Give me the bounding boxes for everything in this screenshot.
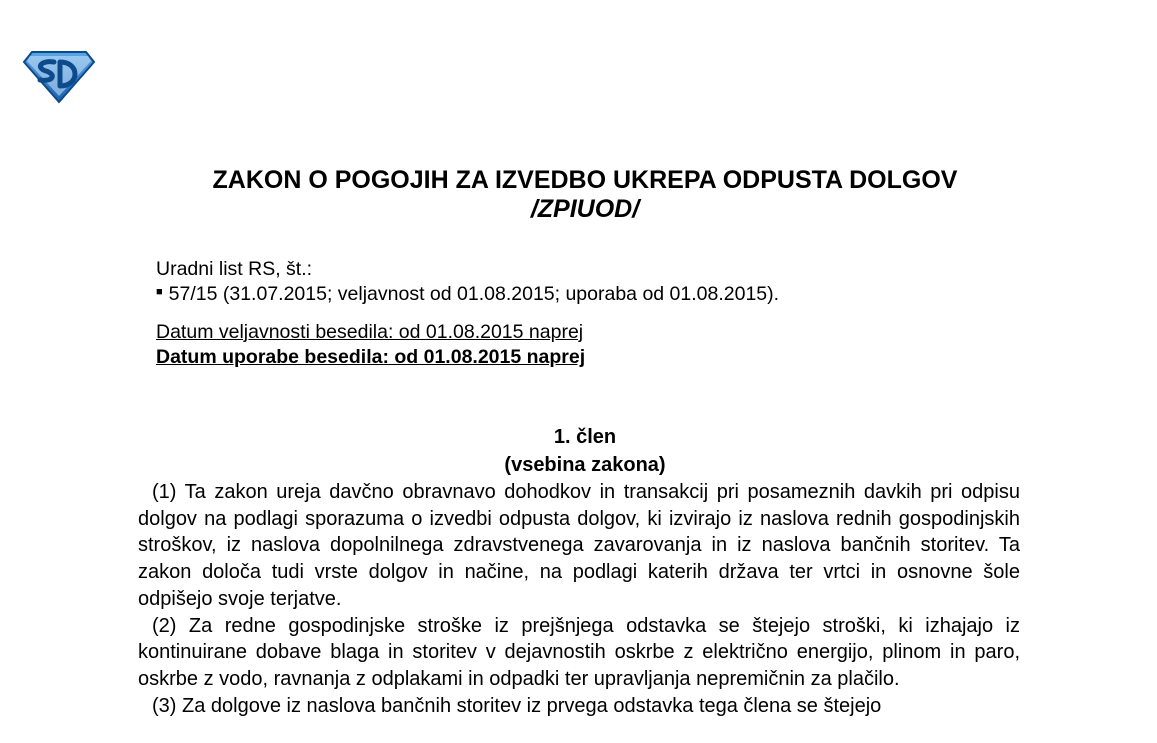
application-date: Datum uporabe besedila: od 01.08.2015 naprej: [156, 346, 586, 368]
article-body: [138, 479, 1020, 719]
gazette-entry-text: 57/15 (31.07.2015; veljavnost od 01.08.2015; uporaba od 01.08.2015).: [168, 283, 780, 305]
document-title: ZAKON O POGOJIH ZA IZVEDBO UKREPA ODPUSTA DOLGOV: [212, 166, 958, 194]
article-paragraph: (3) Za dolgove iz naslova bančnih storitev iz prvega odstavka tega člena se štejejo: [152, 694, 882, 717]
gazette-entry: [156, 282, 779, 307]
validity-date: Datum veljavnosti besedila: od 01.08.2015 naprej: [156, 321, 584, 343]
sd-shield-logo-icon: [22, 46, 96, 104]
square-bullet-icon: ■: [156, 286, 163, 299]
article-paragraph: (1) Ta zakon ureja davčno obravnavo dohodkov in transakcij pri posameznih davkih pri odpisu dolgov na podlagi sporazuma o izvedbi odpusta dolgov, ki izvirajo iz naslova rednih gospodinjskih stroškov, iz naslova dopolnilnega zdravstvenega zavarovanja in iz naslova bančnih storitev. Ta zakon določa tudi vrste dolgov in načine, na podlagi katerih država ter vrtci in osnovne šole odpišejo svoje terjatve.: [138, 481, 1020, 610]
article-number: 1. člen: [553, 426, 617, 448]
article-subject: (vsebina zakona): [504, 454, 666, 476]
article-paragraph: (2) Za redne gospodinjske stroške iz prejšnjega odstavka se štejejo stroški, ki izhajajo iz kontinuirane dobave blaga in storitev v dejavnostih oskrbe z električno energijo, plinom in paro, oskrbe z vodo, ravnanja z odplakami in odpadki ter upravljanja nepremičnin za plačilo.: [138, 614, 1020, 690]
gazette-label: Uradni list RS, št.:: [156, 258, 313, 280]
document-abbreviation: /ZPIUOD/: [530, 195, 640, 223]
